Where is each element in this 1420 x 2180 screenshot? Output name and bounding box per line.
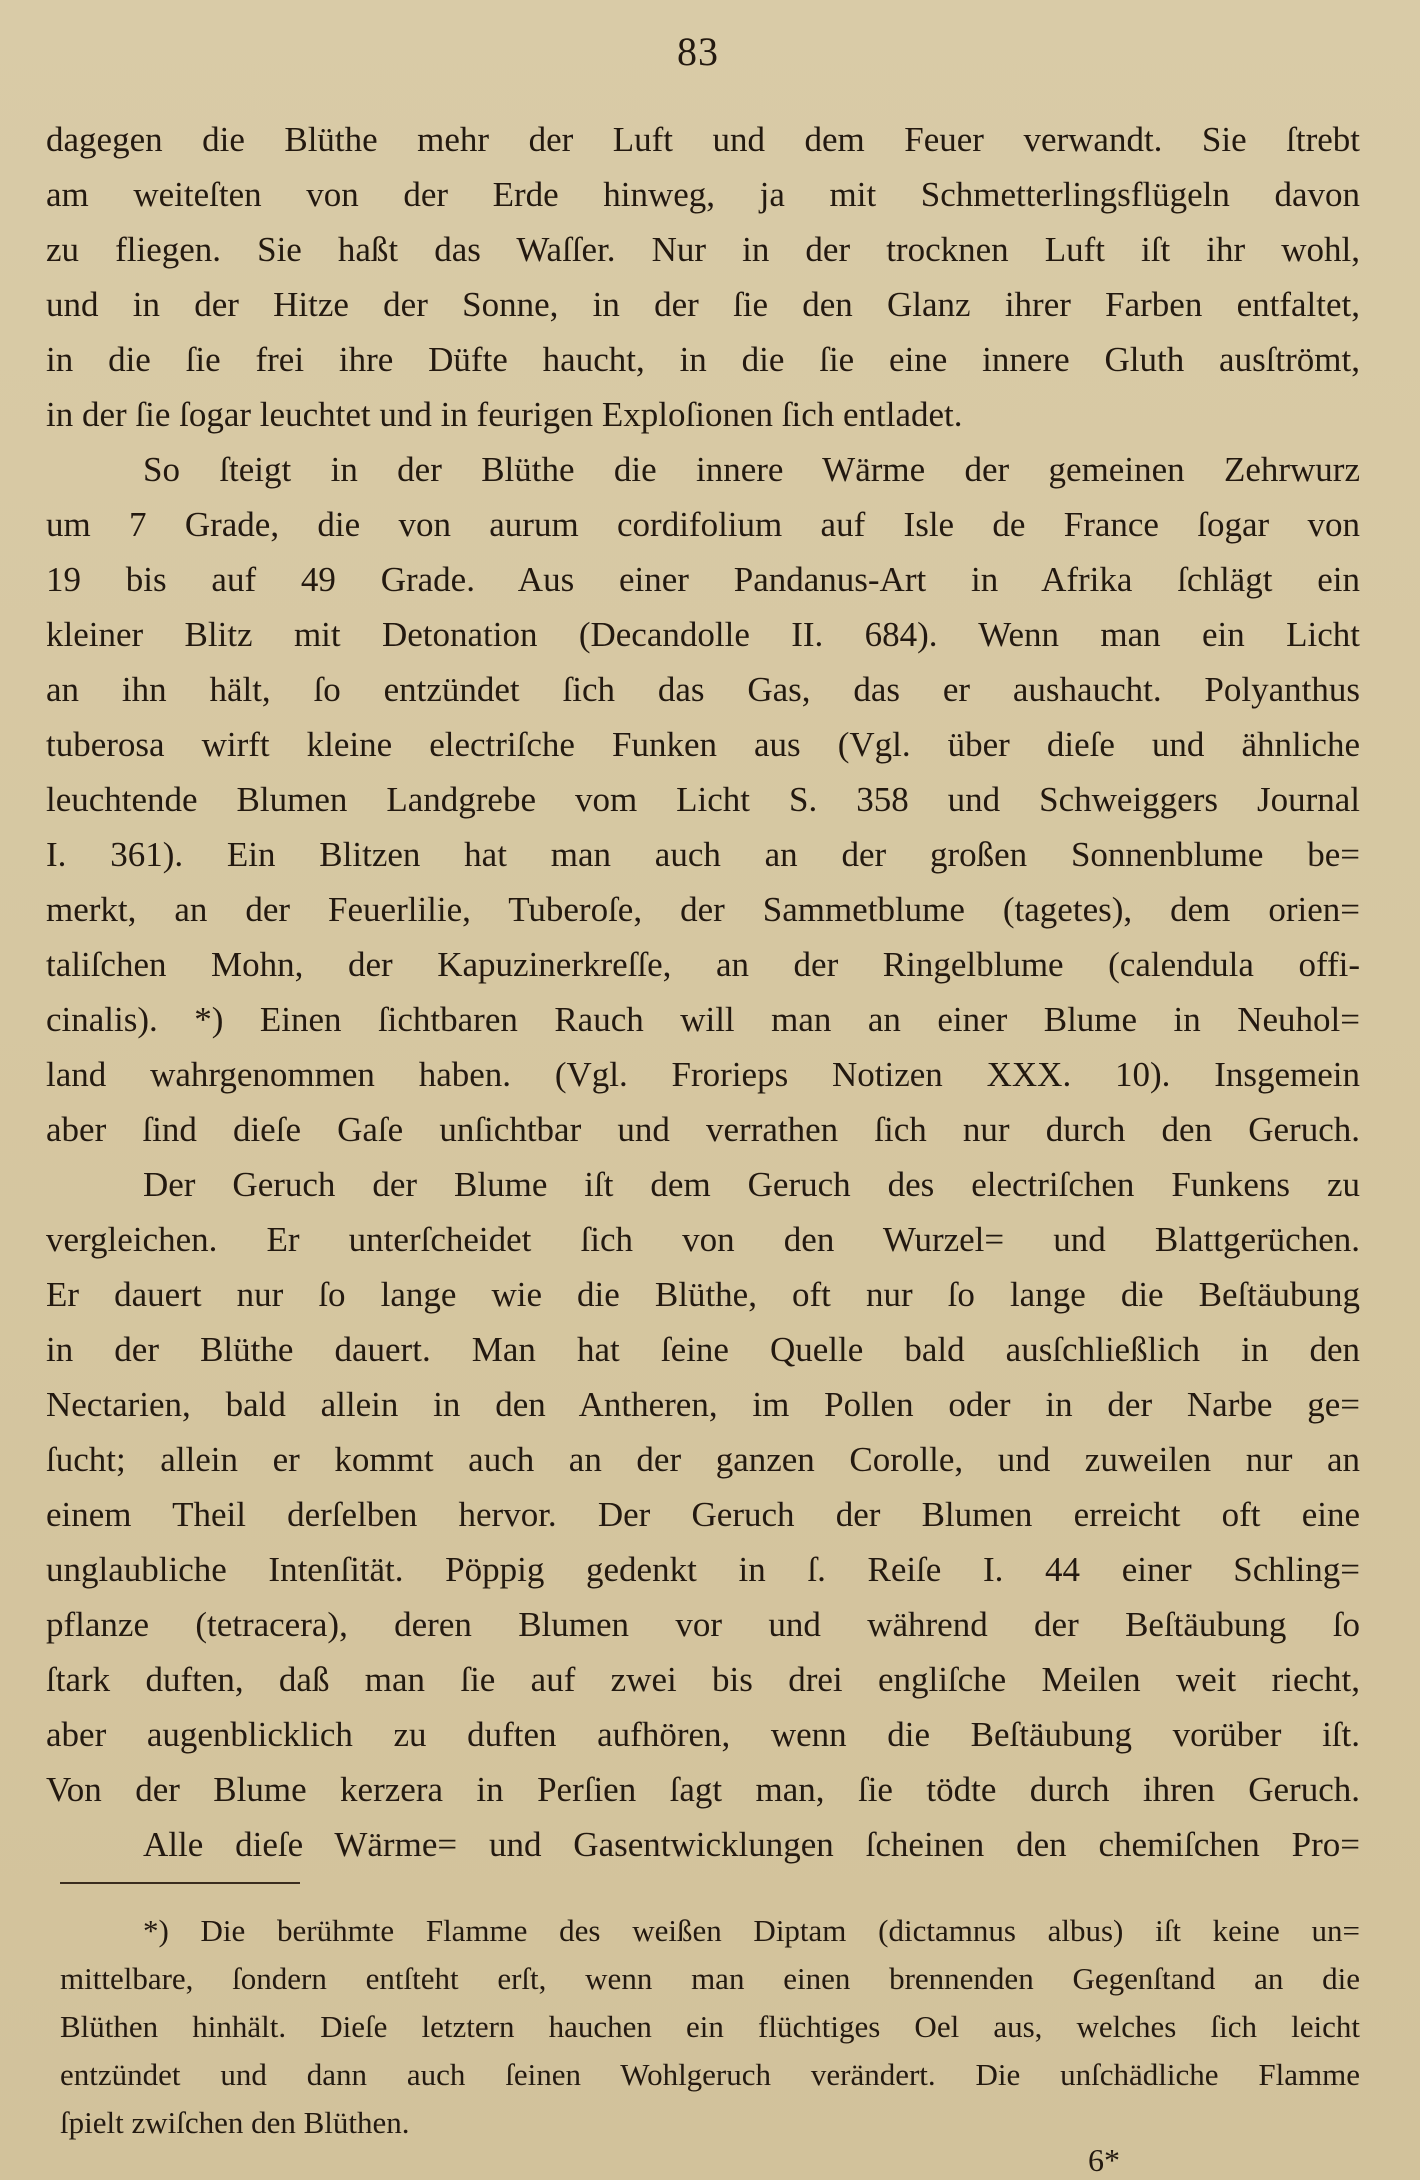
body-line: tuberosa wirft kleine electriſche Funken aus (Vgl. über dieſe und ähnliche [46,725,1360,764]
body-line: ſucht; allein er kommt auch an der ganzen Corolle, und zuweilen nur an [46,1440,1360,1479]
body-line: unglaubliche Intenſität. Pöppig gedenkt in ſ. Reiſe I. 44 einer Schling= [46,1550,1360,1589]
body-line: vergleichen. Er unterſcheidet ſich von den Wurzel= und Blattgerüchen. [46,1220,1360,1259]
paragraph-start-line: So ſteigt in der Blüthe die innere Wärme der gemeinen Zehrwurz [143,450,1360,489]
body-line: Er dauert nur ſo lange wie die Blüthe, oft nur ſo lange die Beſtäubung [46,1275,1360,1314]
body-line: aber augenblicklich zu duften aufhören, wenn die Beſtäubung vorüber iſt. [46,1715,1360,1754]
page-number: 83 [677,29,719,74]
body-line: I. 361). Ein Blitzen hat man auch an der großen Sonnenblume be= [46,835,1360,874]
body-line: Nectarien, bald allein in den Antheren, im Pollen oder in der Narbe ge= [46,1385,1360,1424]
body-line: am weiteſten von der Erde hinweg, ja mit Schmetterlingsflügeln davon [46,175,1360,214]
body-line: in der ſie ſogar leuchtet und in feurigen Exploſionen ſich entladet. [46,395,963,434]
footnote-line: *) Die berühmte Flamme des weißen Diptam (dictamnus albus) iſt keine un= [143,1913,1360,1948]
body-line: Von der Blume kerzera in Perſien ſagt man, ſie tödte durch ihren Geruch. [46,1770,1360,1809]
body-line: kleiner Blitz mit Detonation (Decandolle II. 684). Wenn man ein Licht [46,615,1360,654]
body-line: in der Blüthe dauert. Man hat ſeine Quelle bald ausſchließlich in den [46,1330,1360,1369]
body-line: an ihn hält, ſo entzündet ſich das Gas, das er aushaucht. Polyanthus [46,670,1360,709]
body-line: in die ſie frei ihre Düfte haucht, in die ſie eine innere Gluth ausſtrömt, [46,340,1360,379]
body-line: leuchtende Blumen Landgrebe vom Licht S. 358 und Schweiggers Journal [46,780,1360,819]
footnote-line: Blüthen hinhält. Dieſe letztern hauchen ein flüchtiges Oel aus, welches ſich leicht [60,2009,1360,2044]
body-line: einem Theil derſelben hervor. Der Geruch der Blumen erreicht oft eine [46,1495,1360,1534]
footnote-line: ſpielt zwiſchen den Blüthen. [60,2105,410,2140]
body-text [46,112,1360,1872]
signature-mark: 6* [1088,2142,1120,2178]
body-line: pflanze (tetracera), deren Blumen vor und während der Beſtäubung ſo [46,1605,1360,1644]
body-line: aber ſind dieſe Gaſe unſichtbar und verrathen ſich nur durch den Geruch. [46,1110,1360,1149]
body-line: zu fliegen. Sie haßt das Waſſer. Nur in der trocknen Luft iſt ihr wohl, [46,230,1360,269]
paragraph-start-line: Alle dieſe Wärme= und Gasentwicklungen ſcheinen den chemiſchen Pro= [143,1825,1360,1864]
body-line: cinalis). *) Einen ſichtbaren Rauch will man an einer Blume in Neuhol= [46,1000,1360,1039]
body-line: land wahrgenommen haben. (Vgl. Frorieps Notizen XXX. 10). Insgemein [46,1055,1360,1094]
body-line: um 7 Grade, die von aurum cordifolium auf Isle de France ſogar von [46,505,1360,544]
footnote-rule [60,1882,300,1884]
body-line: und in der Hitze der Sonne, in der ſie den Glanz ihrer Farben entfaltet, [46,285,1360,324]
body-line: ſtark duften, daß man ſie auf zwei bis drei engliſche Meilen weit riecht, [46,1660,1360,1699]
footnote-line: mittelbare, ſondern entſteht erſt, wenn man einen brennenden Gegenſtand an die [60,1961,1360,1996]
footnote-line: entzündet und dann auch ſeinen Wohlgeruch verändert. Die unſchädliche Flamme [60,2057,1360,2092]
footnote [60,1907,1360,2147]
body-line: merkt, an der Feuerlilie, Tuberoſe, der Sammetblume (tagetes), dem orien= [46,890,1360,929]
paragraph-start-line: Der Geruch der Blume iſt dem Geruch des electriſchen Funkens zu [143,1165,1360,1204]
body-line: 19 bis auf 49 Grade. Aus einer Pandanus-Art in Afrika ſchlägt ein [46,560,1360,599]
body-line: dagegen die Blüthe mehr der Luft und dem Feuer verwandt. Sie ſtrebt [46,120,1360,159]
body-line: taliſchen Mohn, der Kapuzinerkreſſe, an der Ringelblume (calendula offi- [46,945,1360,984]
